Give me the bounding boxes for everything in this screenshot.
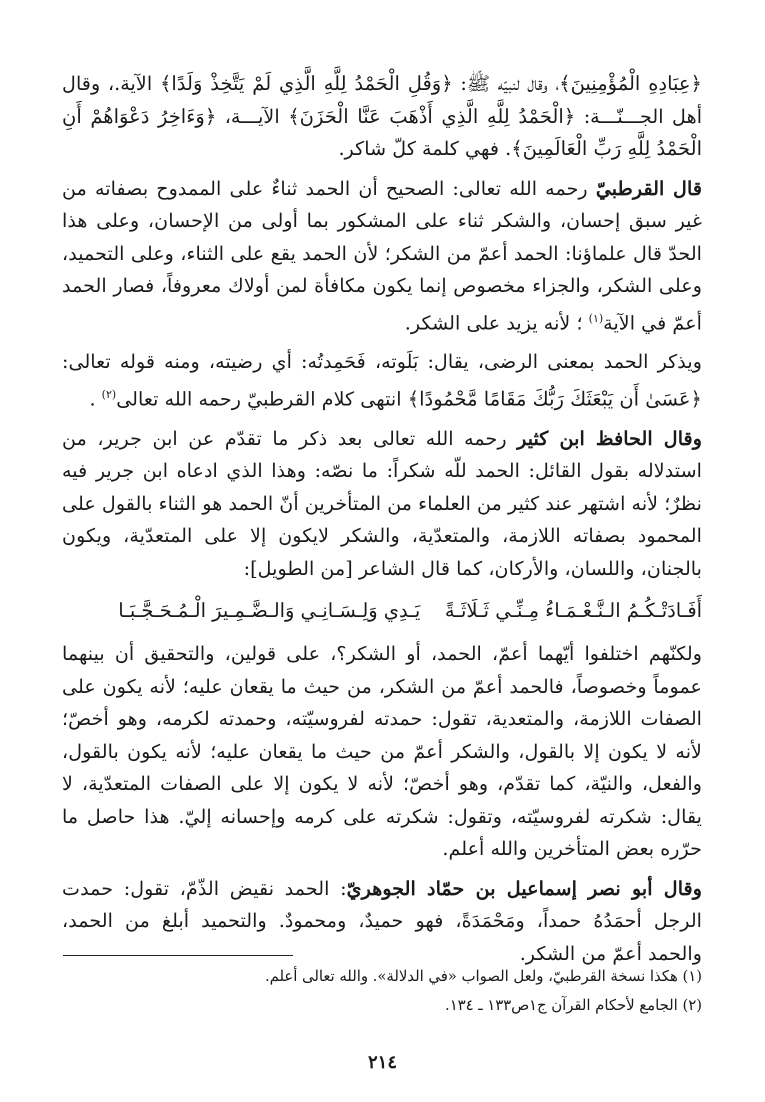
author-name: وقال الحافظ ابن كثير [517,426,702,450]
text-run: . فهي كلمة كلّ شاكر. [338,137,512,160]
text-run: ويذكر الحمد بمعنى الرضى، يقال: بَلَوته، فَحَمِدتُه: أي رضيته، ومنه قوله تعالى: [62,350,702,374]
quran-verse: ﴿عِبَادِهِ الْمُؤْمِنِينَ﴾ [559,72,702,95]
poem-hemistich-right: أَفَـادَتْـكُـمُ الـنَّـعْـمَـاءُ مِـنِّـي ثَـلَاثَـةً [444,599,702,623]
page-body [62,68,702,970]
quran-verse: ﴿عَسَىٰ أَن يَبْعَثَكَ رَبُّكَ مَقَامًا مَّحْمُودًا﴾ [407,387,702,411]
text-run: الآيـــة، [216,104,289,128]
text-run: انتهى كلام القرطبيّ رحمه الله تعالى [116,387,408,411]
footnote-divider [63,955,293,956]
quran-verse: ﴿الْحَمْدُ لِلَّهِ الَّذِي أَذْهَبَ عَنَّا الْحَزَنَ﴾ [288,104,576,128]
author-name: قال القرطبيّ [595,176,702,200]
footnote-marker[interactable]: (١) [588,311,604,325]
text-run: ولكنّهم اختلفوا أيّهما أعمّ، الحمد، أو الشكر؟، على قولين، والتحقيق أن بينهما عموماً وخصوصاً، فالحمد أعمّ من الشكر، من حيث ما يقعان عليه؛ لأنه يكون على الصفات اللازمة، والمتعدية، تقول: حمدته لفروسيّته، وحمدته لكرمه، وهو أخصّ؛ لأنه لا يكون إلا بالقول، والشكر أعمّ من حيث ما يقعان عليه؛ لأنه يكون بالقول، والفعل، والنيّة، كما تقدّم، وهو أخصّ؛ لأنه لا يكون إلا على الصفات المتعدّية، لا يقال: شكرته لفروسيّته، وتقول: شكرته على كرمه وإحسانه إليّ. هذا حاصل ما حرّره بعض المتأخرين والله أعلم. [62,642,703,861]
text-run: ، وقال لنبيّه ﷺ: [452,72,560,95]
poem-hemistich-left: يَـدِي وَلِـسَـانِـي وَالـضَّـمِـيرَ الْـمُـحَـجَّـبَـا [118,599,421,623]
footnote-marker[interactable]: (٢) [101,387,117,401]
footnote-1: (١) هكذا نسخة القرطبيّ، ولعل الصواب «في الدلالة». والله تعالى أعلم. [264,968,702,985]
text-run: : الحمد نقيض الذّمّ، تقول: حمدت الرجل أحمَدُهُ حمداً، ومَحْمَدَةً، فهو حميدٌ، ومحمودٌ. والتحميد أبلغ من الحمد، والحمد أعمّ من الشكر. [62,876,702,965]
text-run: . [89,387,102,411]
paragraph-3 [62,346,702,415]
text-run: رحمه الله تعالى بعد ذكر ما تقدّم عن ابن جرير، من استدلاله بقول القائل: الحمد للّه شكراً: ما نصّه: وهذا الذي ادعاه ابن جرير فيه نظرٌ؛ لأنه اشتهر عند كثير من العلماء من المتأخرين أنّ الحمد هو الثناء بالقول على المحمود بصفاته اللازمة، والمتعدّية، والشكر لايكون إلا على المتعدّية، ويكون بالجنان، واللسان، والأركان، كما قال الشاعر [من الطويل]: [62,426,702,580]
paragraph-1 [62,68,702,166]
paragraph-4 [62,423,702,586]
paragraph-2 [62,173,702,340]
footnote-2: (٢) الجامع لأحكام القرآن ج١ص١٣٣ ـ ١٣٤. [444,997,702,1014]
quran-verse: ﴿وَءَاخِرُ دَعْوَاهُمْ أَنِ الْحَمْدُ لِلَّهِ رَبِّ الْعَالَمِينَ﴾ [62,104,702,160]
text-run: الآية.، وقال أهل الجـــنّـــة: [62,72,703,128]
quran-verse: ﴿وَقُلِ الْحَمْدُ لِلَّهِ الَّذِي لَمْ يَتَّخِذْ وَلَدًا﴾ [159,72,453,95]
paragraph-5 [62,638,702,866]
page-number: ٢١٤ [367,1052,397,1073]
poem-line [62,594,702,628]
footnotes [62,962,702,1020]
text-run: رحمه الله تعالى: الصحيح أن الحمد ثناءٌ على الممدوح بصفاته من غير سبق إحسان، والشكر ثناء على المشكور بما أولى من الإحسان، وعلى هذا الحدّ قال علماؤنا: الحمد أعمّ من الشكر؛ لأن الحمد يقع على الثناء، وعلى التحميد، وعلى الشكر، والجزاء مخصوص إنما يكون مكافأة لمن أولاك معروفاً، فصار الحمد أعمّ في الآية [62,176,702,334]
text-run: ؛ لأنه يزيد على الشكر. [404,310,589,334]
author-name: وقال أبو نصر إسماعيل بن حمّاد الجوهريّ [346,876,702,900]
